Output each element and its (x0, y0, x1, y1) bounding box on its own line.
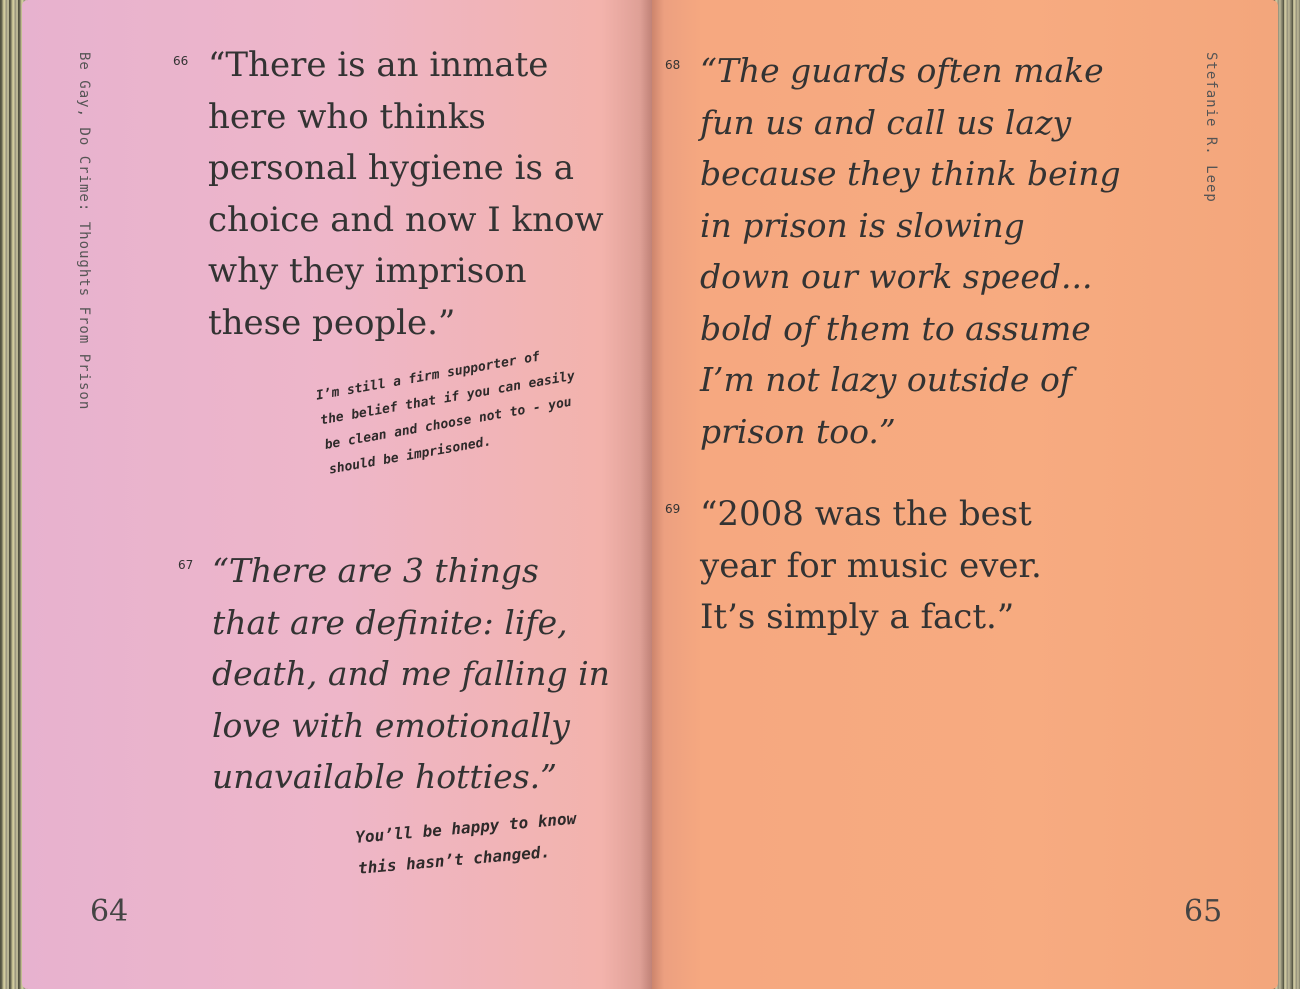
quote-68: “The guards often make fun us and call us lazy because they think being in prison is slowing down our work speed... bold of them to assume I’m not lazy outside of prison too.” (700, 51, 1121, 451)
book-gutter (640, 0, 664, 989)
page-number-right: 65 (1184, 894, 1223, 929)
quote-number-67: 67 (178, 558, 194, 572)
handwritten-note-66: I’m still a firm supporter of the belief that if you can easily be clean and choose not to - you should be imprisoned. (314, 349, 577, 478)
handwritten-note-67: You’ll be happy to know this hasn’t changed. (354, 808, 577, 878)
quote-number-68: 68 (665, 58, 681, 72)
quote-number-66: 66 (173, 54, 189, 68)
quote-66: “There is an inmate here who thinks personal hygiene is a choice and now I know why they imprison these people.” (208, 45, 604, 343)
page-number-left: 64 (90, 894, 129, 929)
quote-69: “2008 was the best year for music ever. It’s simply a fact.” (700, 494, 1042, 637)
running-head-left: Be Gay, Do Crime: Thoughts From Prison (76, 52, 92, 411)
running-head-right: Stefanie R. Leep (1203, 52, 1219, 203)
quote-67: “There are 3 things that are definite: life, death, and me falling in love with emotionally unavailable hotties.” (212, 551, 610, 796)
quote-number-69: 69 (665, 502, 681, 516)
